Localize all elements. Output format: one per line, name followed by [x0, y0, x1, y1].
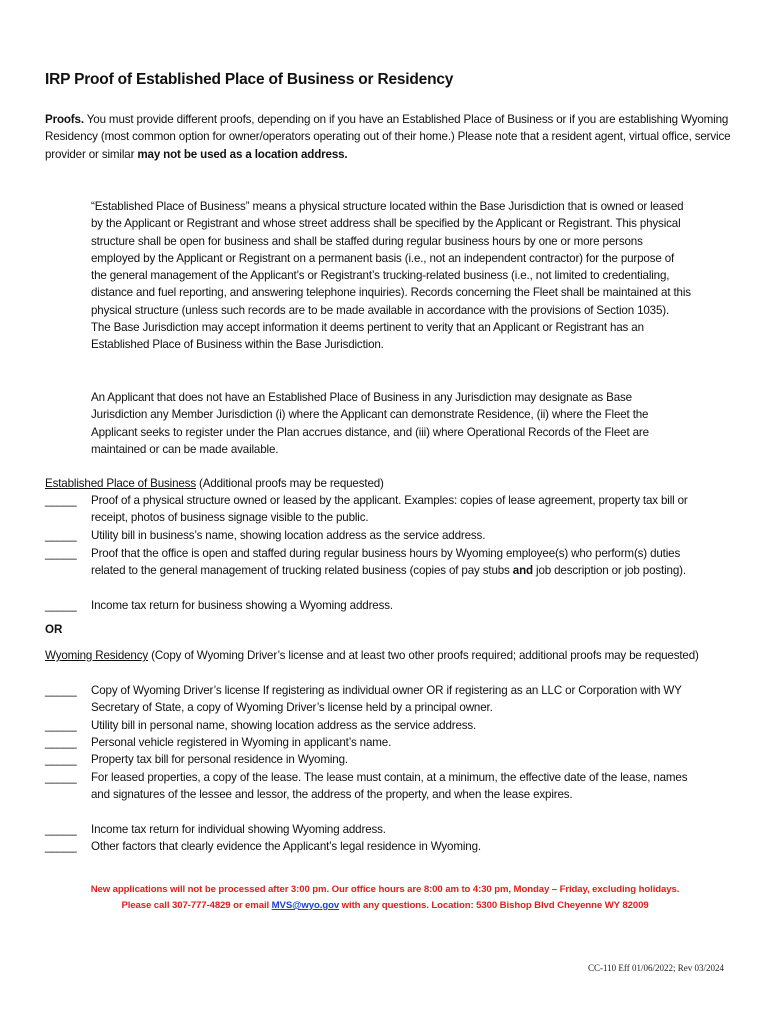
- page-title: IRP Proof of Established Place of Business or Residency: [45, 71, 454, 88]
- residency-heading: Wyoming Residency: [45, 649, 149, 662]
- residency-section-heading: [45, 647, 735, 664]
- or-separator: OR: [45, 623, 63, 636]
- definition-quote: “Established Place of Business” means a physical structure located within the Base Jurisdiction that is owned or leased by the Applicant or Registrant and whose street address shall be specified by the Applicant or Registrant. This physical structure shall be open for business and shall be staffed during regular business hours by one or more persons employed by the Applicant or Registrant on a permanent basis (i.e., not an independent contractor) for the purpose of the general management of the Applicant’s or Registrant’s trucking-related business (i.e., not limited to credentialing, distance and fuel reporting, and answering telephone inquiries). Records concerning the Fleet shall be maintained at this physical structure (unless such records are to be made available in accordance with the provisions of Section 1035). The Base Jurisdiction may accept information it deems pertinent to verity that an Applicant or Registrant has an Established Place of Business within the Base Jurisdiction.: [91, 200, 691, 352]
- business-section-heading: [45, 475, 735, 492]
- business-item-text: Utility bill in business’s name, showing location address as the service address.: [91, 529, 486, 542]
- residency-item-text: Personal vehicle registered in Wyoming in applicant’s name.: [91, 736, 392, 749]
- checkbox-blank[interactable]: _____: [45, 547, 77, 560]
- intro-text: You must provide different proofs, depending on if you have an Established Place of Business or if you are establishing Wyoming Residency (most common option for owner/operators operating out of their home.) Please note that a resident agent, virtual office, service provider or similar: [45, 113, 731, 161]
- business-item-text-b: job description or job posting).: [532, 564, 686, 578]
- residency-item: [45, 717, 695, 734]
- contact-notice: [0, 897, 770, 914]
- business-item-text: [91, 545, 695, 580]
- checkbox-blank[interactable]: _____: [45, 823, 77, 836]
- checkbox-blank[interactable]: _____: [45, 753, 77, 766]
- business-heading: Established Place of Business: [45, 477, 196, 490]
- checkbox-blank[interactable]: _____: [45, 599, 77, 612]
- contact-text-b: with any questions. Location: 5300 Bishop Blvd Cheyenne WY 82009: [339, 900, 649, 911]
- residency-item: [45, 838, 695, 855]
- business-item-text: Income tax return for business showing a Wyoming address.: [91, 599, 393, 612]
- residency-item-text: Property tax bill for personal residence in Wyoming.: [91, 753, 348, 766]
- business-item: [45, 492, 695, 527]
- residency-note: (Copy of Wyoming Driver’s license and at least two other proofs required; additional proofs may be requested): [148, 649, 699, 662]
- residency-item-text: Utility bill in personal name, showing location address as the service address.: [91, 719, 477, 732]
- form-footer: CC-110 Eff 01/06/2022; Rev 03/2024: [588, 963, 724, 973]
- checkbox-blank[interactable]: _____: [45, 736, 77, 749]
- checkbox-blank[interactable]: _____: [45, 684, 77, 697]
- checkbox-blank[interactable]: _____: [45, 494, 77, 507]
- business-item-bold: and: [512, 564, 533, 578]
- residency-item: [45, 734, 695, 751]
- residency-item-text: Copy of Wyoming Driver’s license If registering as individual owner OR if registering as an LLC or Corporation with WY Secretary of State, a copy of Wyoming Driver’s license held by a principal owner.: [91, 684, 682, 715]
- residency-item-text: Income tax return for individual showing Wyoming address.: [91, 823, 386, 836]
- business-item-text: Proof of a physical structure owned or leased by the applicant. Examples: copies of lease agreement, property tax bill or receipt, photos of business signage visible to the public.: [91, 494, 688, 525]
- business-item: [45, 545, 695, 580]
- contact-text-a: Please call 307-777-4829 or email: [121, 900, 272, 911]
- residency-item: [45, 682, 695, 717]
- residency-item-text: Other factors that clearly evidence the Applicant’s legal residence in Wyoming.: [91, 840, 481, 853]
- intro-bold-tail: may not be used as a location address.: [137, 147, 348, 161]
- residency-item: [45, 751, 695, 768]
- business-item: [45, 527, 695, 544]
- office-hours-notice: New applications will not be processed after 3:00 pm. Our office hours are 8:00 am to 4:30 pm, Monday – Friday, excluding holidays.: [90, 884, 680, 895]
- checkbox-blank[interactable]: _____: [45, 771, 77, 784]
- intro-lead: Proofs.: [45, 113, 84, 126]
- business-item-text-a: Proof that the office is open and staffed during regular business hours by Wyoming employee(s) who perform(s) duties related to the general management of trucking related business (copies of pay stubs: [91, 547, 681, 578]
- checkbox-blank[interactable]: _____: [45, 840, 77, 853]
- business-item: [45, 597, 695, 614]
- residency-item-text: For leased properties, a copy of the lease. The lease must contain, at a minimum, the effective date of the lease, names and signatures of the lessee and lessor, the address of the property, and when the lease expires.: [91, 771, 688, 802]
- residency-item: [45, 821, 695, 838]
- email-link[interactable]: MVS@wyo.gov: [271, 900, 340, 911]
- base-jurisdiction-quote: An Applicant that does not have an Established Place of Business in any Jurisdiction may designate as Base Jurisdiction any Member Jurisdiction (i) where the Applicant can demonstrate Residence, (ii) where the Fleet the Applicant seeks to register under the Plan accrues distance, and (iii) where Operational Records of the Fleet are maintained or can be made available.: [91, 391, 649, 456]
- checkbox-blank[interactable]: _____: [45, 719, 77, 732]
- business-note: (Additional proofs may be requested): [195, 477, 384, 490]
- checkbox-blank[interactable]: _____: [45, 529, 77, 542]
- residency-item: [45, 769, 695, 804]
- intro-paragraph: [45, 111, 735, 163]
